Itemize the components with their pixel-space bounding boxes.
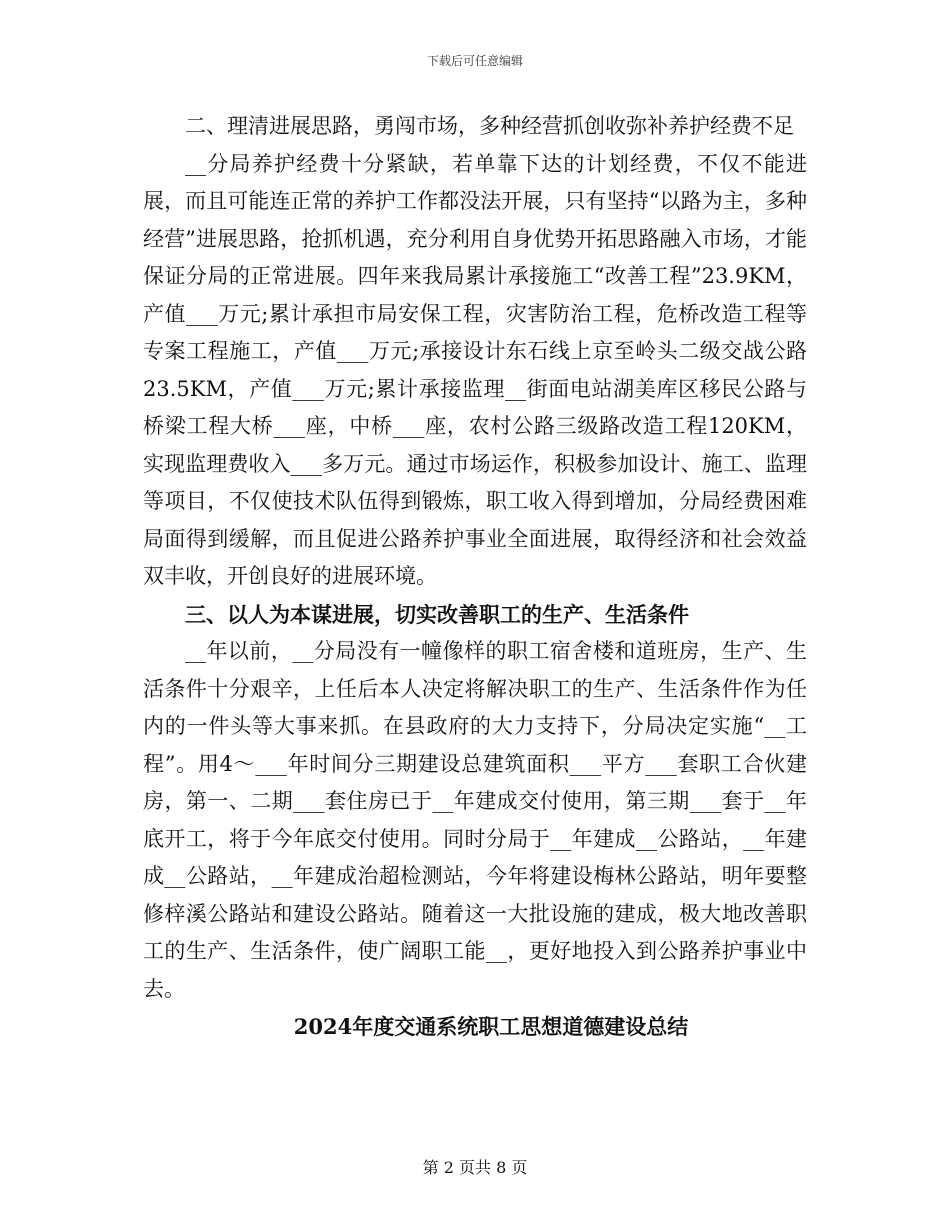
section-heading-3: 三、以人为本谋进展，切实改善职工的生产、生活条件 [185,601,689,627]
document-body [143,108,807,1046]
section-paragraph-3: __年以前，__分局没有一幢像样的职工宿舍楼和道班房，生产、生活条件十分艰辛，上任后本人决定将解决职工的生产、生活条件作为任内的一件头等大事来抓。在县政府的大力支持下，分局决定实施“__工程”。用4～___年时间分三期建设总建筑面积___平方___套职工合伙建房，第一、二期___套住房已于__年建成交付使用，第三期___套于__年底开工，将于今年底交付使用。同时分局于__年建成__公路站，__年建成__公路站，__年建成治超检测站，今年将建设梅林公路站，明年要整修梓溪公路站和建设公路站。随着这一大批设施的建成，极大地改善职工的生产、生活条件，使广阔职工能__，更好地投入到公路养护事业中去。 [143,639,807,1001]
section-heading-2: 二、理清进展思路，勇闯市场，多种经营抓创收弥补养护经费不足 [185,114,794,138]
section-paragraph-2: __分局养护经费十分紧缺，若单靠下达的计划经费，不仅不能进展，而且可能连正常的养护工作都没法开展，只有坚持“以路为主，多种经营”进展思路，抢抓机遇，充分利用自身优势开拓思路融入市场，才能保证分局的正常进展。四年来我局累计承接施工“改善工程”23.9KM，产值___万元;累计承担市局安保工程，灾害防治工程，危桥改造工程等专案工程施工，产值___万元;承接设计东石线上京至岭头二级交战公路23.5KM，产值___万元;累计承接监理__街面电站湖美库区移民公路与桥梁工程大桥___座，中桥___座，农村公路三级路改造工程120KM，实现监理费收入___多万元。通过市场运作，积极参加设计、施工、监理等项目，不仅使技术队伍得到锻炼，职工收入得到增加，分局经费困难局面得到缓解，而且促进公路养护事业全面进展，取得经济和社会效益双丰收，开创良好的进展环境。 [143,151,807,588]
page-header-note: 下载后可任意编辑 [426,54,523,68]
next-document-title: 2024年度交通系统职工思想道德建设总结 [293,1014,689,1039]
page-number-footer: 第 2 页共 8 页 [422,1158,528,1177]
